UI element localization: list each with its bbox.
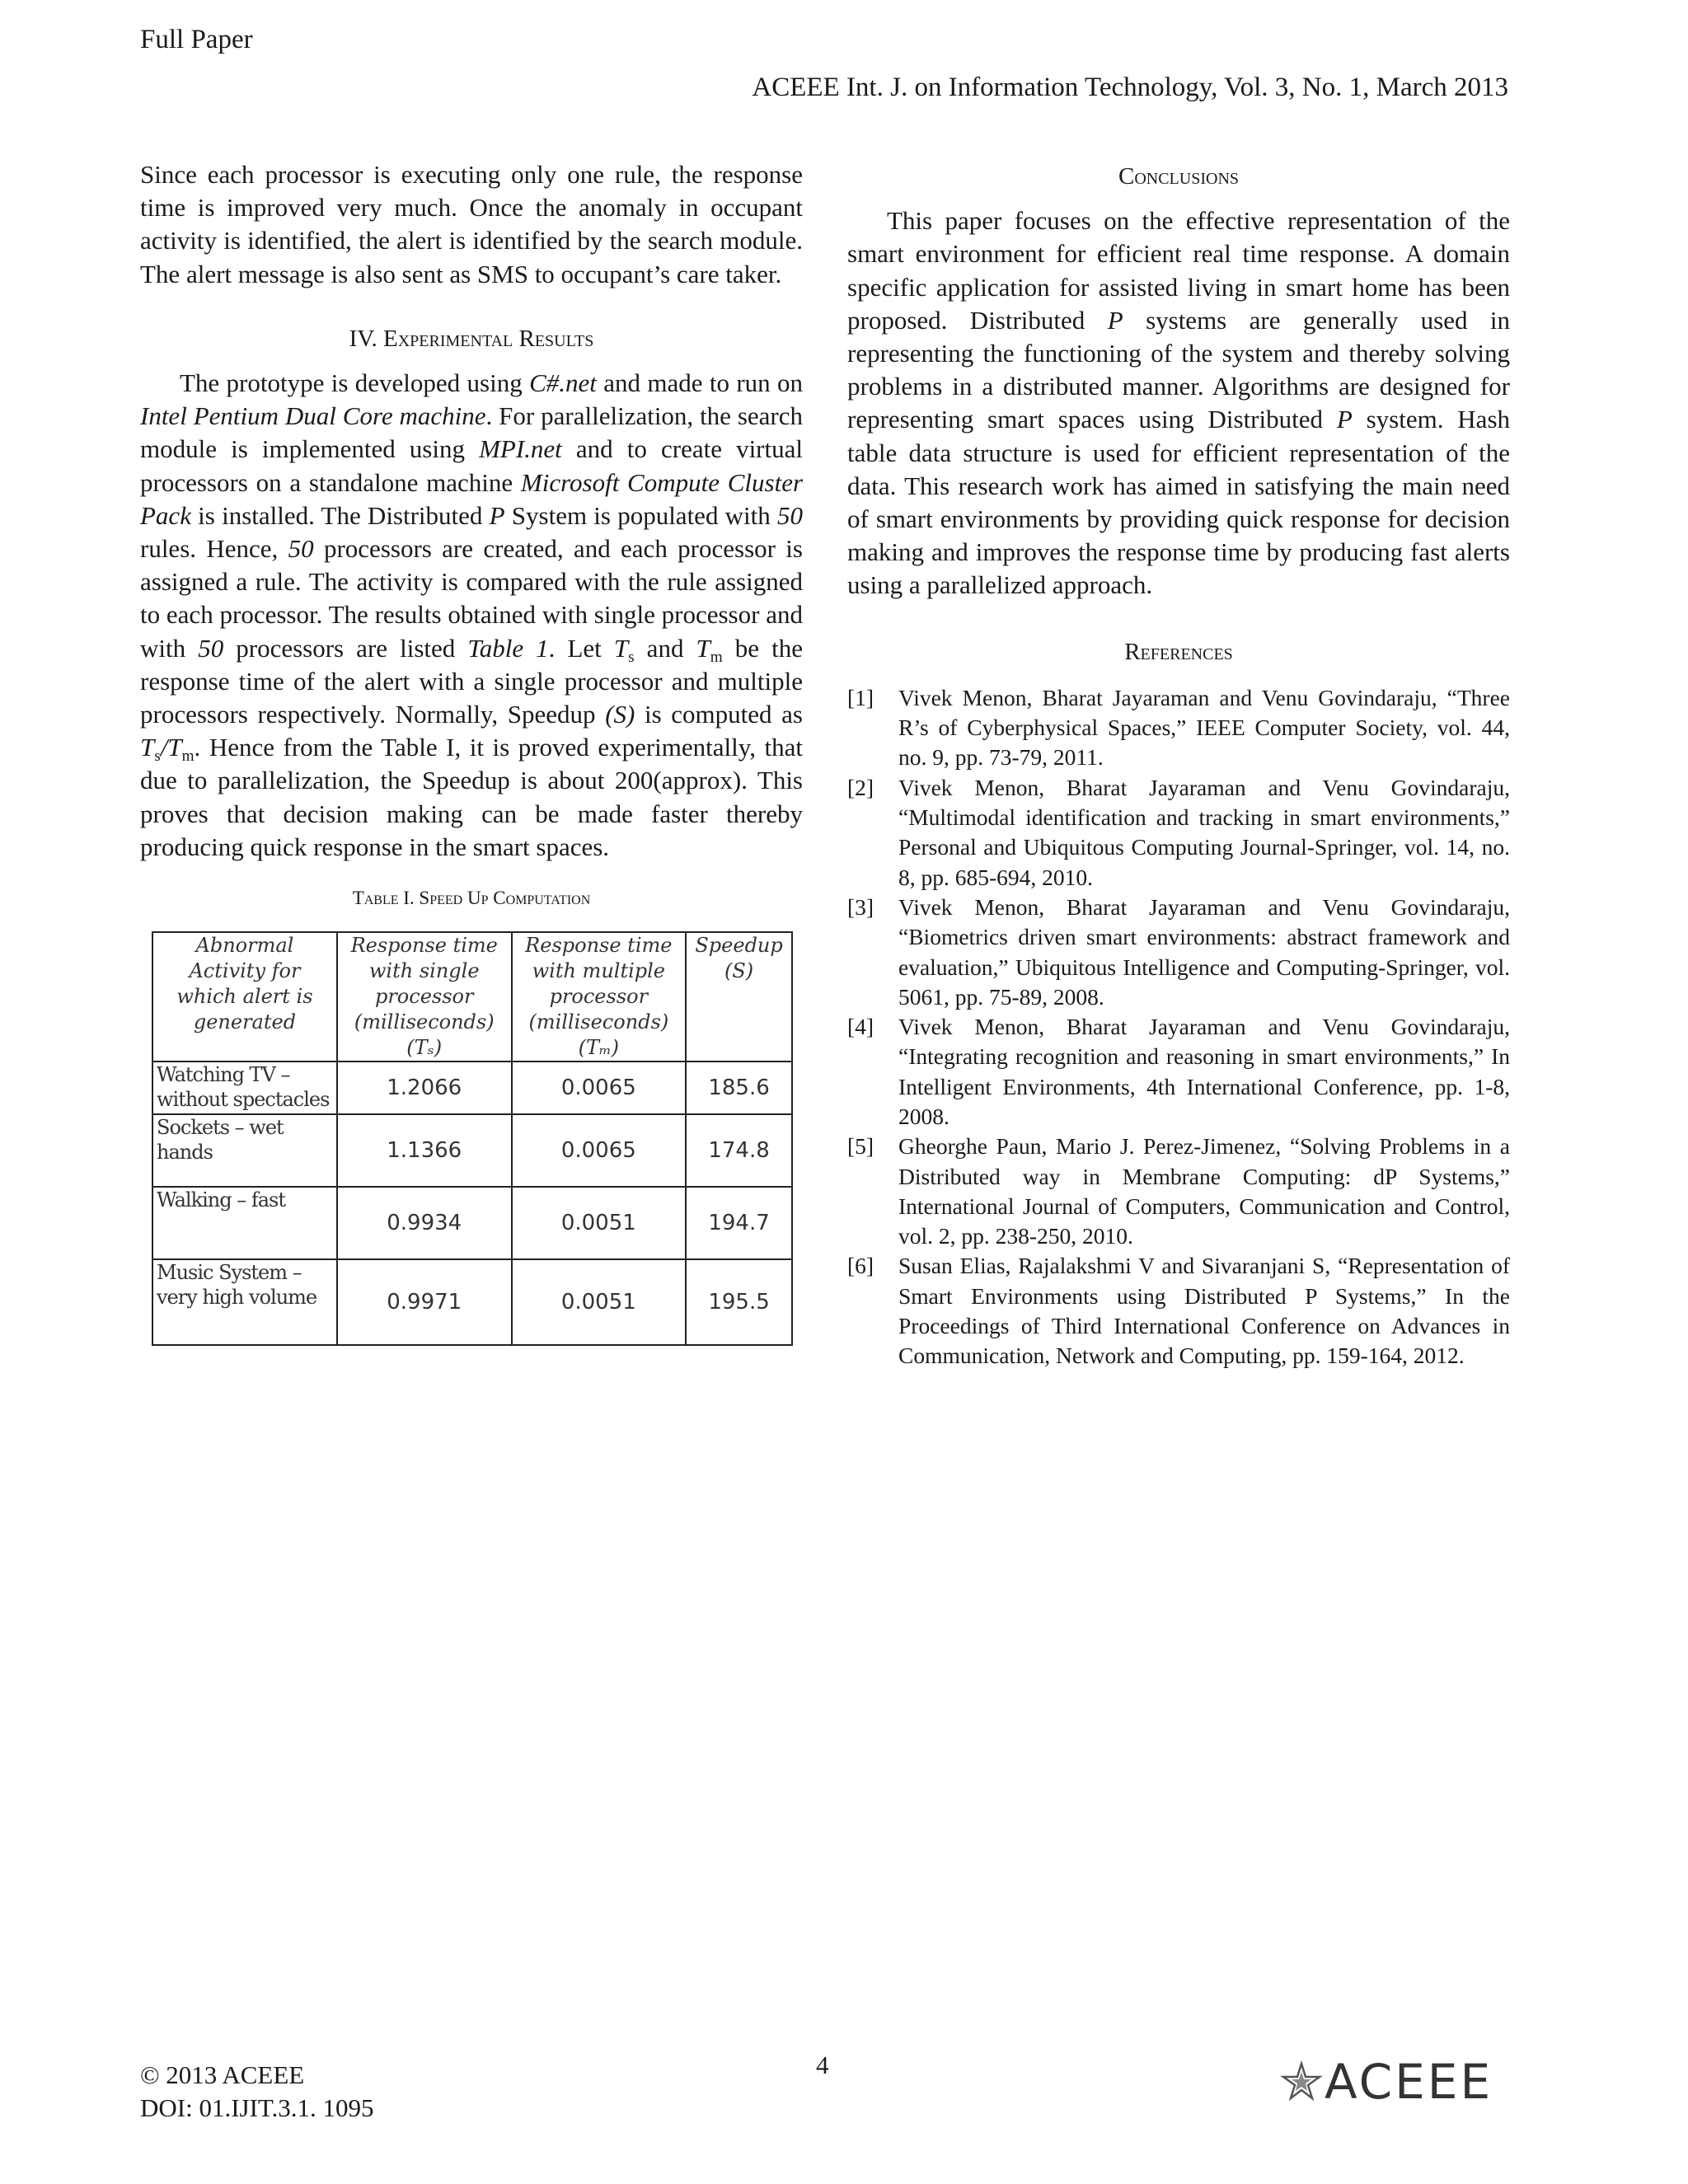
activity-cell: Sockets – wet hands — [152, 1114, 337, 1187]
activity-cell: Watching TV – without spectacles — [152, 1062, 337, 1114]
reference-number: [5] — [847, 1133, 874, 1160]
activity-cell: Music System – very high volume — [152, 1259, 337, 1345]
single-time-cell: 1.2066 — [337, 1062, 512, 1114]
intro-paragraph: Since each processor is executing only one rule, the response time is improved very much. Once the anomaly in occupant activity is identified, the alert is identified by the search module. The alert message is also sent as SMS to occupant’s care taker. — [140, 160, 803, 288]
footer-doi: DOI: 01.IJIT.3.1. 1095 — [140, 2093, 374, 2122]
table-row — [152, 1259, 792, 1345]
header-multiple-processor: Response time with multiple processor (milliseconds) (Tₘ) — [512, 932, 687, 1062]
header-abnormal-activity: Abnormal Activity for which alert is generated — [152, 932, 337, 1062]
reference-item — [847, 683, 1510, 773]
reference-item — [847, 893, 1510, 1012]
reference-item — [847, 1012, 1510, 1132]
reference-text: Gheorghe Paun, Mario J. Perez-Jimenez, “Solving Problems in a Distributed way in Membrane Computing: dP Systems,” International Journal of Computers, Communication and Control, vol. 2, pp. 238-250, 2010. — [898, 1133, 1510, 1249]
reference-number: [1] — [847, 684, 874, 710]
section-heading-experimental-results: IV. Experimental Results — [349, 325, 594, 352]
running-header-journal: ACEEE Int. J. on Information Technology, Vol. 3, No. 1, March 2013 — [752, 73, 1508, 102]
table-row — [152, 1187, 792, 1259]
reference-number: [4] — [847, 1014, 874, 1040]
footer-copyright: © 2013 ACEEE — [140, 2060, 305, 2089]
reference-item — [847, 1251, 1510, 1371]
table-row — [152, 1114, 792, 1187]
table-caption: Table I. Speed Up Computation — [352, 888, 591, 909]
reference-number: [2] — [847, 774, 874, 800]
conclusions-paragraph: This paper focuses on the effective representation of the smart environment for efficient real time response. A domain specific application for assisted living in smart home has been proposed. Distributed P systems are generally used in representing the functioning of the system and thereby solving problems in a distributed manner. Algorithms are designed for representing smart spaces using Distributed P system. Hash table data structure is used for efficient representation of the data. This research work has aimed in satisfying the main need of smart environments by providing quick response for decision making and improves the response time by producing fast alerts using a parallelized approach. — [847, 206, 1511, 600]
reference-number: [6] — [847, 1253, 874, 1279]
multi-time-cell: 0.0065 — [512, 1062, 687, 1114]
header-speedup: Speedup (S) — [686, 932, 792, 1062]
speedup-cell: 174.8 — [686, 1114, 792, 1187]
left-column — [140, 158, 803, 1346]
page-number: 4 — [816, 2050, 829, 2079]
reference-number: [3] — [847, 893, 874, 920]
reference-item — [847, 1132, 1510, 1251]
single-time-cell: 1.1366 — [337, 1114, 512, 1187]
single-time-cell: 0.9934 — [337, 1187, 512, 1259]
single-time-cell: 0.9971 — [337, 1259, 512, 1345]
reference-text: Vivek Menon, Bharat Jayaraman and Venu Govindaraju, “Integrating recognition and reasoning in smart environments,” In Intelligent Environments, 4th International Conference, pp. 1-8, 2008. — [898, 1014, 1510, 1129]
table-row — [152, 1062, 792, 1114]
logo-text: ACEEE — [1325, 2054, 1493, 2110]
right-column — [847, 158, 1510, 1371]
speedup-cell: 195.5 — [686, 1259, 792, 1345]
running-header-left: Full Paper — [140, 25, 253, 54]
reference-list — [847, 683, 1510, 1371]
multi-time-cell: 0.0051 — [512, 1187, 687, 1259]
speedup-cell: 185.6 — [686, 1062, 792, 1114]
multi-time-cell: 0.0051 — [512, 1259, 687, 1345]
reference-text: Vivek Menon, Bharat Jayaraman and Venu Govindaraju, “Three R’s of Cyberphysical Spaces,” IEEE Computer Society, vol. 44, no. 9, pp. 73-79, 2011. — [898, 684, 1510, 771]
speedup-cell: 194.7 — [686, 1187, 792, 1259]
activity-cell: Walking – fast — [152, 1187, 337, 1259]
experimental-results-paragraph: The prototype is developed using C#.net and made to run on Intel Pentium Dual Core machine. For parallelization, the search module is implemented using MPI.net and to create virtual processors on a standalone machine Microsoft Compute Cluster Pack is installed. The Distributed P System is populated with 50 rules. Hence, 50 processors are created, and each processor is assigned a rule. The activity is compared with the rule assigned to each processor. The results obtained with single processor and with 50 processors are listed Table 1. Let $T_s$ and $T_m$ be the response time of the alert with a single processor and multiple processors respectively. Normally, Speedup (S) is computed as $T_s/T_m$. Hence from the Table I, it is proved experimentally, that due to parallelization, the Speedup is about 200(approx). This proves that decision making can be made faster thereby producing quick response in the smart spaces. — [140, 368, 804, 861]
aceee-logo — [1273, 2054, 1512, 2110]
section-heading-conclusions: Conclusions — [1118, 163, 1240, 190]
multi-time-cell: 0.0065 — [512, 1114, 687, 1187]
table-header-row — [152, 932, 792, 1062]
reference-text: Vivek Menon, Bharat Jayaraman and Venu Govindaraju, “Biometrics driven smart environments: abstract framework and evaluation,” Ubiquitous Intelligence and Computing-Springer, vol. 5061, pp. 75-89, 2008. — [898, 893, 1510, 1010]
speedup-table — [152, 931, 793, 1346]
star-logo-icon — [1273, 2057, 1331, 2107]
reference-item — [847, 773, 1510, 893]
section-heading-references: References — [1124, 638, 1233, 665]
header-single-processor: Response time with single processor (milliseconds) (Tₛ) — [337, 932, 512, 1062]
reference-text: Susan Elias, Rajalakshmi V and Sivaranjani S, “Representation of Smart Environments using Distributed P Systems,” In the Proceedings of Third International Conference on Advances in Communication, Network and Computing, pp. 159-164, 2012. — [898, 1253, 1510, 1369]
reference-text: Vivek Menon, Bharat Jayaraman and Venu Govindaraju, “Multimodal identification and tracking in smart environments,” Personal and Ubiquitous Computing Journal-Springer, vol. 14, no. 8, pp. 685-694, 2010. — [898, 774, 1510, 890]
